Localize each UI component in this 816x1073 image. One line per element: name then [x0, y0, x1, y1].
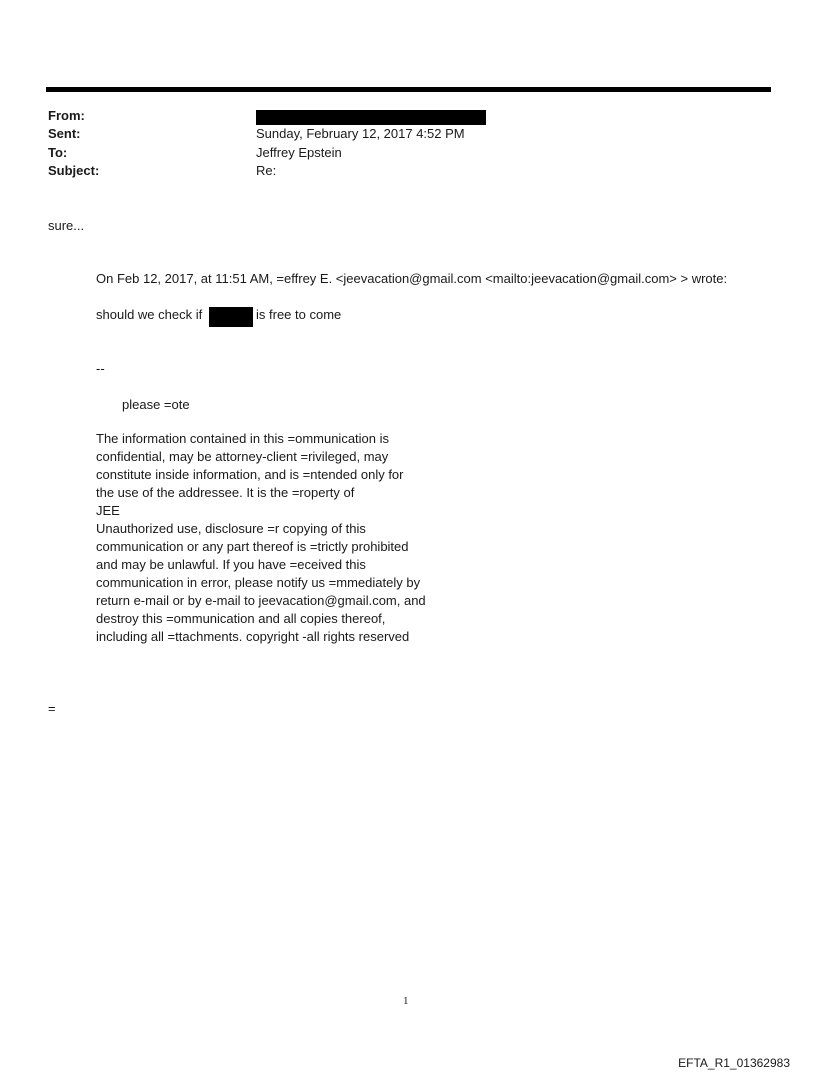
disclaimer-line: including all =ttachments. copyright -all rights reserved	[96, 629, 410, 644]
header-rule	[46, 87, 771, 92]
to-value: Jeffrey Epstein	[256, 145, 342, 160]
document-id: EFTA_R1_01362983	[678, 1056, 790, 1070]
page-number: 1	[403, 995, 409, 1007]
disclaimer-line: return e-mail or by e-mail to jeevacation@gmail.com, and	[96, 593, 426, 608]
sent-label: Sent:	[48, 126, 81, 141]
quote-line-before: should we check if	[96, 307, 203, 322]
redacted-name	[209, 307, 253, 327]
disclaimer-line: JEE	[96, 503, 120, 518]
to-label: To:	[48, 145, 68, 160]
quote-intro: On Feb 12, 2017, at 11:51 AM, =effrey E. <jeevacation@gmail.com <mailto:jeevacation@gmail.com> > wrote:	[96, 271, 728, 286]
redacted-sender	[256, 110, 486, 125]
quote-line-after: is free to come	[256, 307, 342, 322]
disclaimer-line: communication in error, please notify us =mmediately by	[96, 575, 421, 590]
disclaimer-line: Unauthorized use, disclosure =r copying of this	[96, 521, 366, 536]
signature-separator: --	[96, 361, 105, 376]
disclaimer-line: confidential, may be attorney-client =rivileged, may	[96, 449, 389, 464]
sent-value: Sunday, February 12, 2017 4:52 PM	[256, 126, 465, 141]
disclaimer-line: constitute inside information, and is =ntended only for	[96, 467, 404, 482]
subject-label: Subject:	[48, 163, 100, 178]
disclaimer-line: the use of the addressee. It is the =roperty of	[96, 485, 355, 500]
disclaimer-line: communication or any part thereof is =trictly prohibited	[96, 539, 409, 554]
disclaimer-line: destroy this =ommunication and all copies thereof,	[96, 611, 386, 626]
please-note: please =ote	[122, 397, 190, 412]
disclaimer-line: and may be unlawful. If you have =eceived this	[96, 557, 366, 572]
confidentiality-disclaimer	[96, 430, 426, 646]
reply-text: sure...	[48, 218, 85, 233]
trailing-equals: =	[48, 701, 56, 716]
subject-value: Re:	[256, 163, 277, 178]
from-label: From:	[48, 108, 85, 123]
disclaimer-line: The information contained in this =ommunication is	[96, 431, 390, 446]
